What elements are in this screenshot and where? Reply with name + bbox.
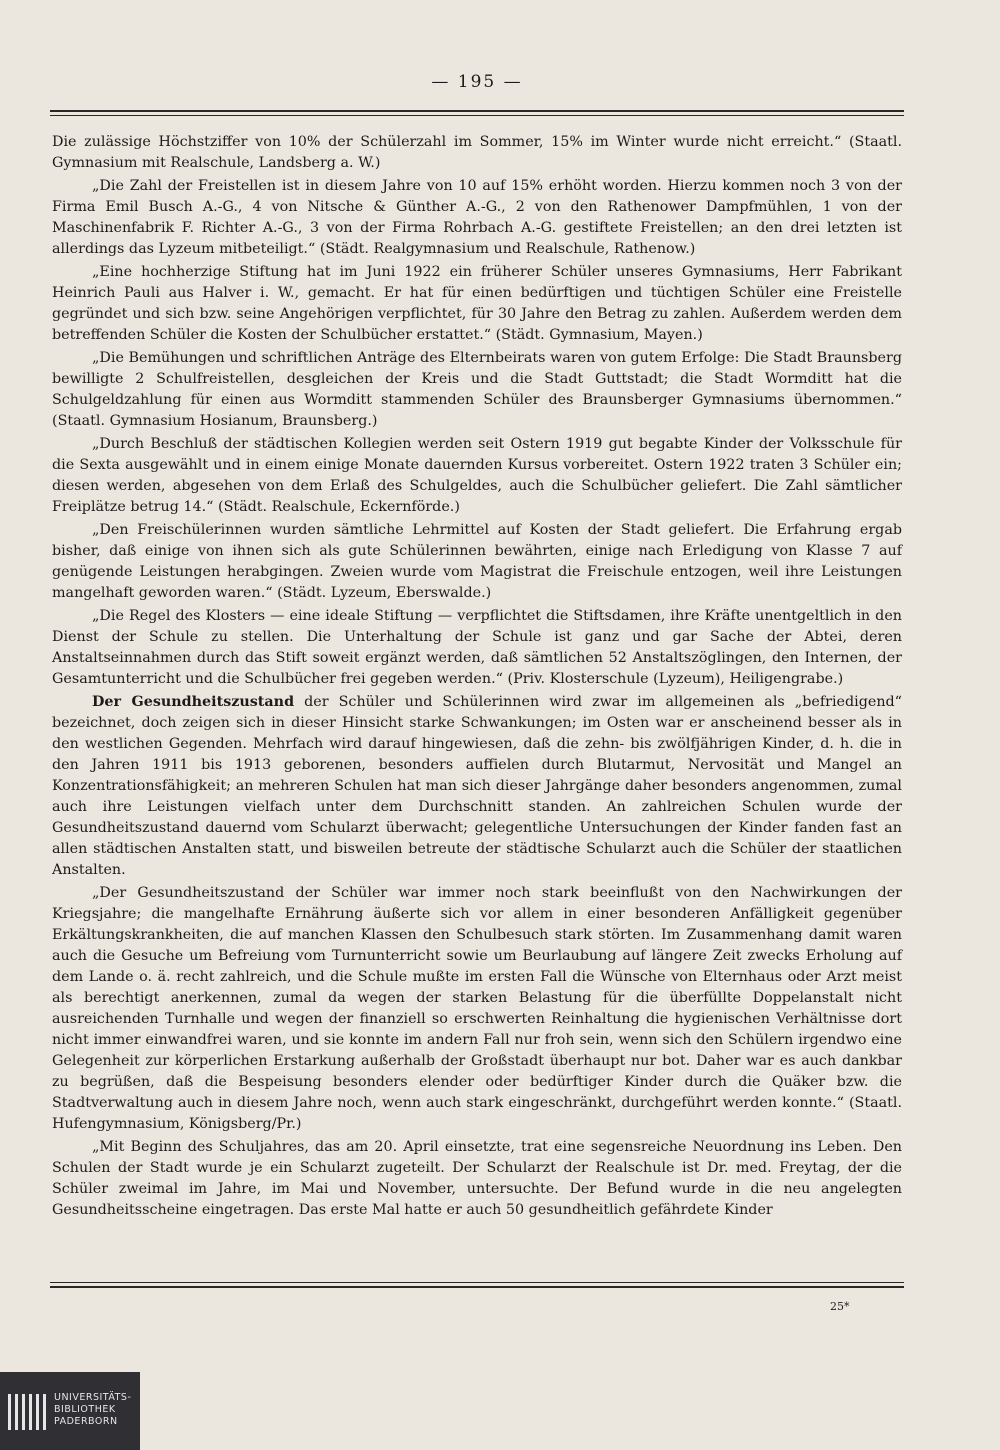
- paragraph: Der Gesundheitszustand der Schüler und Schülerinnen wird zwar im allgemeinen als „befriedigend“ bezeichnet, doch zeigen sich in dieser Hinsicht starke Schwankungen; im Osten war er anscheinend besser als in den westlichen Gegenden. Mehrfach wird darauf hingewiesen, daß die zehn- bis zwölfjährigen Kinder, d. h. die in den Jahren 1911 bis 1913 geborenen, besonders auffielen durch Blutarmut, Nervosität und Mangel an Konzentrationsfähigkeit; an mehreren Schulen hat man sich dieser Jahrgänge daher besonders angenommen, zumal auch ihre Leistungen vielfach unter dem Durchschnitt standen. An zahlreichen Schulen wurde der Gesundheitszustand dauernd vom Schularzt überwacht; gelegentliche Untersuchungen der Kinder fanden fast an allen städtischen Anstalten statt, und bisweilen betreute der städtische Schularzt auch die Schüler der staatlichen Anstalten.: [52, 694, 902, 878]
- paragraph: Die zulässige Höchstziffer von 10% der Schülerzahl im Sommer, 15% im Winter wurde nicht erreicht.“ (Staatl. Gymnasium mit Realschule, Landsberg a. W.): [52, 134, 902, 171]
- library-logo-line: BIBLIOTHEK: [54, 1404, 116, 1415]
- page-number: — 195 —: [431, 72, 523, 92]
- header-rule: [50, 110, 904, 116]
- section-lead: Der Gesundheitszustand: [92, 694, 295, 710]
- paragraph: „Die Regel des Klosters — eine ideale Stiftung — verpflichtet die Stiftsdamen, ihre Kräfte unentgeltlich in den Dienst der Schule zu stellen. Die Unterhaltung der Schule ist ganz und gar Sache der Abtei, deren Anstaltseinnahmen durch das Stift soweit ergänzt werden, daß sämtlichen 52 Anstaltszöglingen, den Internen, der Gesamtunterricht und die Schulbücher frei gegeben werden.“ (Priv. Klosterschule (Lyzeum), Heiligengrabe.): [52, 608, 902, 687]
- paragraph: „Der Gesundheitszustand der Schüler war immer noch stark beeinflußt von den Nachwirkungen der Kriegsjahre; die mangelhafte Ernährung äußerte sich vor allem in einer besonderen Anfälligkeit gegenüber Erkältungskrankheiten, die auf manchen Klassen den Schulbesuch stark störten. Im Zusammenhang damit waren auch die Gesuche um Befreiung vom Turnunterricht sowie um Beurlaubung auf längere Zeit zwecks Erholung auf dem Lande o. ä. recht zahlreich, und die Schule mußte im ersten Fall die Wünsche von Elternhaus oder Arzt meist als berechtigt anerkennen, zumal da wegen der starken Belastung für die überfüllte Doppelanstalt nicht ausreichenden Turnhalle und wegen der finanziell so erschwerten Reinhaltung die hygienischen Verhältnisse dort nicht immer einwandfrei waren, und sie konnte im andern Fall nur froh sein, wenn sich den Schülern irgendwo eine Gelegenheit zur körperlichen Erstarkung außerhalb der Großstadt überhaupt nur bot. Daher war es auch dankbar zu begrüßen, daß die Bespeisung besonders elender oder bedürftiger Kinder durch die Quäker bzw. die Stadtverwaltung auch in diesem Jahre noch, wenn auch stark eingeschränkt, durchgeführt werden konnte.“ (Staatl. Hufengymnasium, Königsberg/Pr.): [52, 885, 902, 1132]
- paragraph: „Die Zahl der Freistellen ist in diesem Jahre von 10 auf 15% erhöht worden. Hierzu kommen noch 3 von der Firma Emil Busch A.-G., 4 von Nitsche & Günther A.-G., 2 von den Rathenower Dampfmühlen, 1 von der Maschinenfabrik F. Richter A.-G., 3 von der Firma Rohrbach A.-G. gestiftete Freistellen; an den drei letzten ist allerdings das Lyzeum mitbeteiligt.“ (Städt. Realgymnasium und Realschule, Rathenow.): [52, 178, 902, 257]
- paragraph: „Durch Beschluß der städtischen Kollegien werden seit Ostern 1919 gut begabte Kinder der Volksschule für die Sexta ausgewählt und in einem einige Monate dauernden Kursus vorbereitet. Ostern 1922 traten 3 Schüler ein; diesen werden, abgesehen von dem Erlaß des Schulgeldes, auch die Schulbücher geliefert. Die Zahl sämtlicher Freiplätze betrug 14.“ (Städt. Realschule, Eckernförde.): [52, 436, 902, 515]
- body-text: [52, 132, 902, 1223]
- paragraph: „Eine hochherzige Stiftung hat im Juni 1922 ein früherer Schüler unseres Gymnasiums, Herr Fabrikant Heinrich Pauli aus Halver i. W., gemacht. Er hat für einen bedürftigen und tüchtigen Schüler eine Freistelle gegründet und sich bzw. seine Angehörigen verpflichtet, für 30 Jahre den Betrag zu zahlen. Außerdem werden dem betreffenden Schüler die Kosten der Schulbücher erstattet.“ (Städt. Gymnasium, Mayen.): [52, 264, 902, 343]
- paragraph: „Den Freischülerinnen wurden sämtliche Lehrmittel auf Kosten der Stadt geliefert. Die Erfahrung ergab bisher, daß einige von ihnen sich als gute Schülerinnen bewährten, einige nach Erledigung von Klasse 7 auf genügende Leistungen herabgingen. Zweien wurde vom Magistrat die Freischule entzogen, weil ihre Leistungen mangelhaft geworden waren.“ (Städt. Lyzeum, Eberswalde.): [52, 522, 902, 601]
- library-logo-line: UNIVERSITÄTS-: [54, 1392, 132, 1403]
- sheet-signature: 25*: [830, 1300, 850, 1313]
- library-logo-icon: [8, 1394, 48, 1430]
- library-logo: [0, 1372, 140, 1450]
- library-logo-line: PADERBORN: [54, 1416, 118, 1427]
- paragraph: „Mit Beginn des Schuljahres, das am 20. April einsetzte, trat eine segensreiche Neuordnung ins Leben. Den Schulen der Stadt wurde je ein Schularzt zugeteilt. Der Schularzt der Realschule ist Dr. med. Freytag, der die Schüler zweimal im Jahre, im Mai und November, untersuchte. Der Befund wurde in die neu angelegten Gesundheitsscheine eingetragen. Das erste Mal hatte er auch 50 gesundheitlich gefährdete Kinder: [52, 1139, 902, 1218]
- footer-rule: [50, 1282, 904, 1288]
- paragraph: „Die Bemühungen und schriftlichen Anträge des Elternbeirats waren von gutem Erfolge: Die Stadt Braunsberg bewilligte 2 Schulfreistellen, desgleichen der Kreis und die Stadt Guttstadt; die Stadt Wormditt hat die Schulgeldzahlung für einen aus Wormditt stammenden Schüler des Braunsberger Gymnasiums übernommen.“ (Staatl. Gymnasium Hosianum, Braunsberg.): [52, 350, 902, 429]
